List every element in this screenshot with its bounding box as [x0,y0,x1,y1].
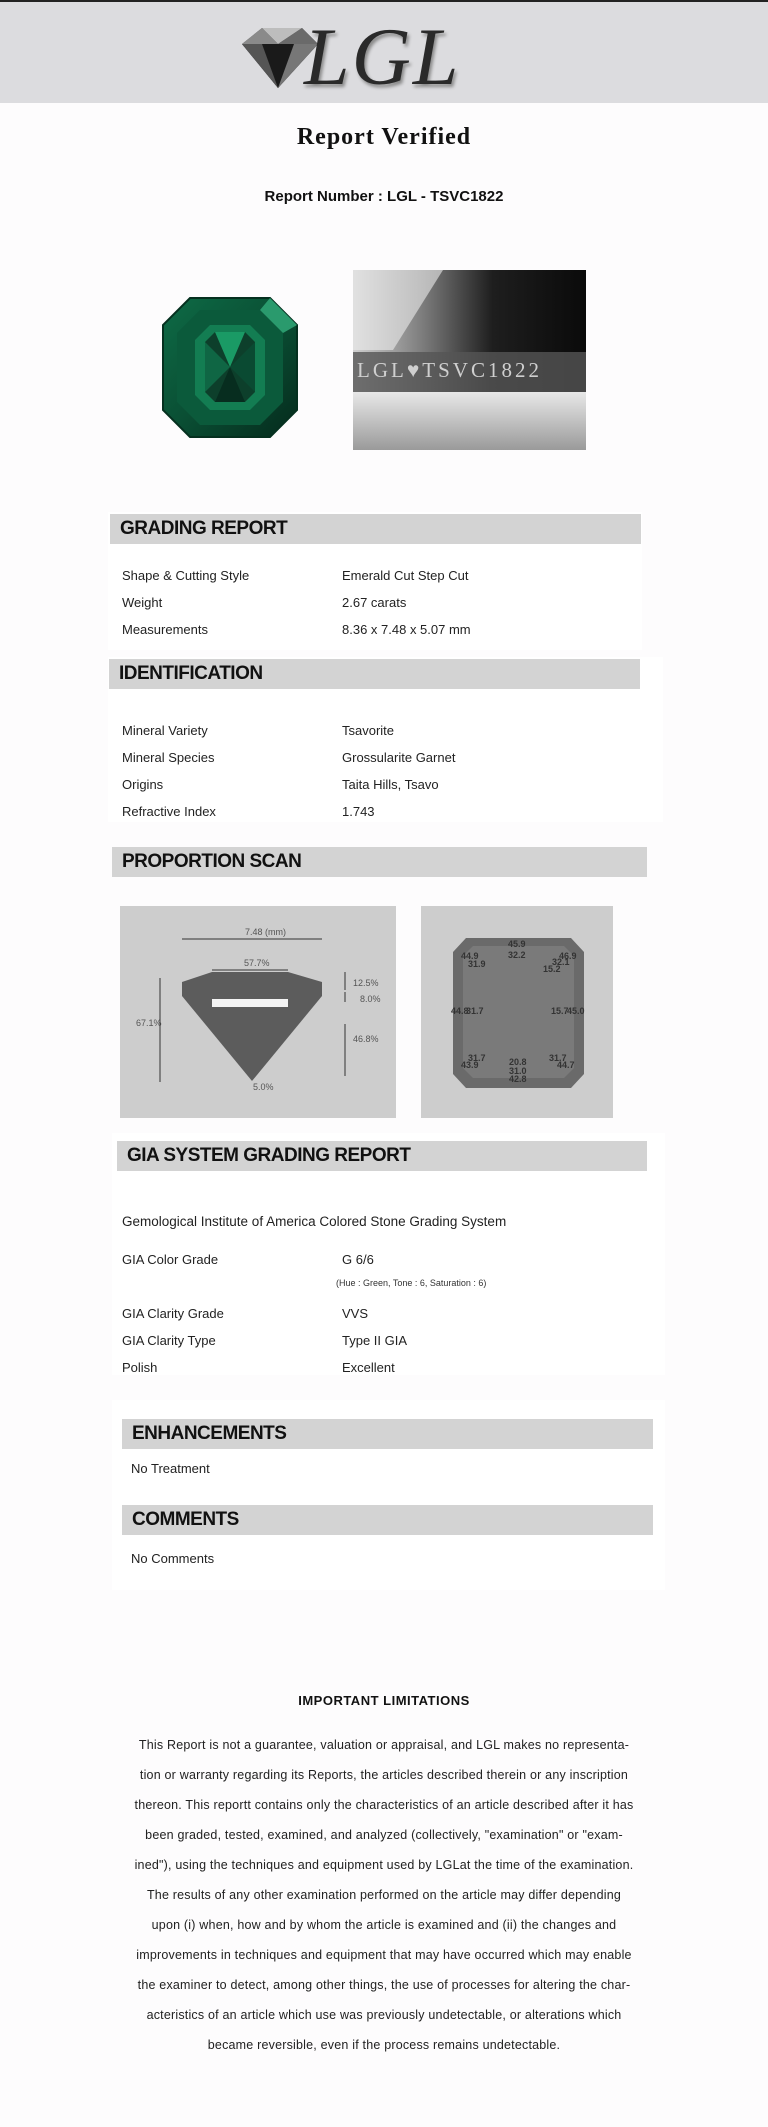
limitations-line: upon (i) when, how and by whom the article is examined and (ii) the changes and [151,1918,617,1932]
origins-value: Taita Hills, Tsavo [342,777,439,792]
limitations-line: improvements in techniques and equipment that may have occurred which may enable [136,1948,632,1962]
top-n10: 15.7 [551,1006,569,1016]
gia-color-note: (Hue : Green, Tone : 6, Saturation : 6) [336,1278,487,1288]
enhancements-text: No Treatment [131,1461,210,1476]
gia-clarity-type-value: Type II GIA [342,1333,408,1348]
gia-color-value: G 6/6 [342,1252,374,1267]
logo-text: LGL [304,11,461,102]
top-n9: 31.7 [466,1006,484,1016]
weight-label: Weight [122,595,163,610]
limitations-line: acteristics of an article which use was previously undetectable, or alterations which [146,2008,622,2022]
weight-value: 2.67 carats [342,595,407,610]
mineral-variety-label: Mineral Variety [122,723,208,738]
measurements-label: Measurements [122,622,208,637]
comments-heading: COMMENTS [122,1505,653,1535]
top-n18: 44.7 [557,1060,575,1070]
limitations-heading: IMPORTANT LIMITATIONS [298,1693,470,1708]
top-n16: 42.8 [509,1074,527,1084]
proportion-scan-heading: PROPORTION SCAN [112,847,647,877]
shape-value: Emerald Cut Step Cut [342,568,469,583]
gia-clarity-type-label: GIA Clarity Type [122,1333,216,1348]
shape-label: Shape & Cutting Style [122,568,250,583]
polish-label: Polish [122,1360,158,1375]
gia-system-text: Gemological Institute of America Colored Stone Grading System [122,1214,507,1229]
limitations-line: tion or warranty regarding its Reports, the articles described therein or any inscription [139,1768,629,1782]
limitations-line: This Report is not a guarantee, valuation or appraisal, and LGL makes no representa- [138,1738,630,1752]
header-bar [0,0,768,103]
gia-clarity-value: VVS [342,1306,369,1321]
page-title: Report Verified [296,124,472,150]
lgl-logo [232,11,492,102]
gia-color-label: GIA Color Grade [122,1252,219,1267]
top-n15: 31.0 [509,1066,527,1076]
grading-report-heading: GRADING REPORT [110,514,641,544]
limitations-line: thereon. This reportt contains only the characteristics of an article described after it has [134,1798,634,1812]
top-n11: 45.0 [567,1006,585,1016]
mineral-variety-value: Tsavorite [342,723,395,738]
top-n3: 44.9 [461,951,479,961]
report-number: Report Number : LGL - TSVC1822 [264,188,504,205]
mineral-species-label: Mineral Species [122,750,215,765]
culet-pct: 5.0% [253,1082,274,1092]
top-n17: 31.7 [549,1053,567,1063]
limitations-line: The results of any other examination performed on the article may differ depending [146,1888,622,1902]
top-n5: 46.9 [559,951,577,961]
top-n2: 32.2 [508,950,526,960]
limitations-line: been graded, tested, examined, and analyzed (collectively, "examination" or "exam- [145,1828,623,1842]
top-n1: 45.9 [508,939,526,949]
top-n7: 15.2 [543,964,561,974]
gem-photo [135,270,325,460]
polish-value: Excellent [342,1360,395,1375]
side-profile-scan [120,906,396,1118]
inscription-photo [353,270,586,450]
gia-clarity-label: GIA Clarity Grade [122,1306,224,1321]
measurements-value: 8.36 x 7.48 x 5.07 mm [342,622,471,637]
comments-text: No Comments [131,1551,215,1566]
width-label: 7.48 (mm) [245,927,287,937]
limitations-line: ined"), using the techniques and equipment used by LGLat the time of the examination. [134,1858,634,1872]
table-pct: 57.7% [244,958,270,968]
origins-label: Origins [122,777,164,792]
top-n13: 43.9 [461,1060,479,1070]
mineral-species-value: Grossularite Garnet [342,750,456,765]
inscription-text: LGL♥TSVC1822 [357,358,542,382]
pavilion-pct: 46.8% [353,1034,379,1044]
top-n14: 20.8 [509,1057,527,1067]
girdle-pct: 8.0% [360,994,381,1004]
identification-heading: IDENTIFICATION [109,659,640,689]
total-depth-pct: 67.1% [136,1018,162,1028]
limitations-line: the examiner to detect, among other things, the use of processes for altering the char- [137,1978,631,1992]
enhancements-heading: ENHANCEMENTS [122,1419,653,1449]
top-view-scan [421,906,613,1118]
refractive-index-label: Refractive Index [122,804,216,819]
gia-heading: GIA SYSTEM GRADING REPORT [117,1141,647,1171]
top-n12: 31.7 [468,1053,486,1063]
refractive-index-value: 1.743 [342,804,375,819]
crown-pct: 12.5% [353,978,379,988]
top-n4: 31.9 [468,959,486,969]
limitations-line: became reversible, even if the process remains undetectable. [207,2038,561,2052]
top-n8: 44.8 [451,1006,469,1016]
top-n6: 32.1 [552,957,570,967]
